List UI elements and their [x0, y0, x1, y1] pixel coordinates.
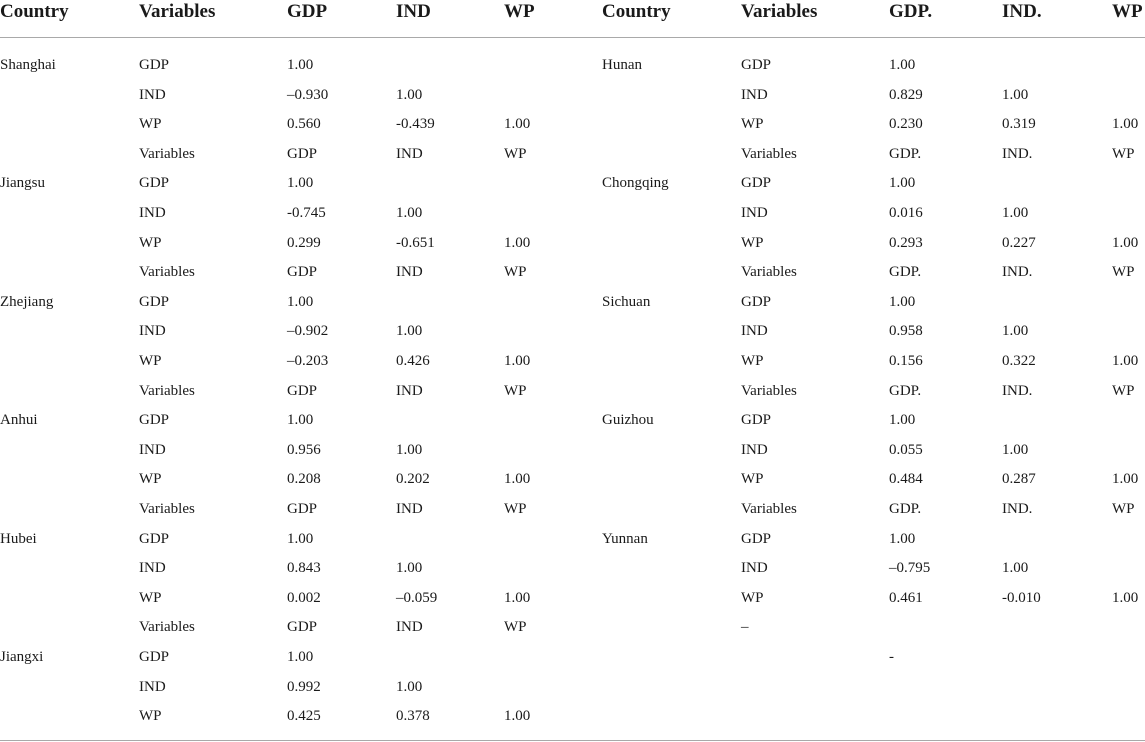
table-cell: IND	[139, 86, 166, 103]
table-cell: IND	[139, 323, 166, 340]
table-cell: WP	[741, 589, 764, 606]
table-cell: Chongqing	[602, 175, 669, 192]
header-rule	[0, 37, 1145, 38]
table-cell: IND	[741, 560, 768, 577]
table-row	[0, 583, 1145, 613]
table-cell: WP	[1112, 145, 1135, 162]
header-cell: WP	[1112, 1, 1143, 22]
table-cell: WP	[504, 501, 527, 517]
table-cell: 1.00	[1002, 205, 1029, 221]
table-cell: 0.202	[396, 471, 430, 488]
table-cell: Variables	[139, 382, 195, 399]
table-cell: 0.299	[287, 234, 321, 251]
table-cell: 1.00	[287, 293, 314, 310]
table-cell: WP	[504, 145, 527, 162]
table-row	[0, 346, 1145, 376]
bottom-rule	[0, 740, 1145, 741]
table-cell: GDP	[139, 530, 170, 547]
table-cell: IND	[396, 501, 423, 517]
table-cell: 1.00	[396, 678, 423, 695]
table-cell: Variables	[741, 501, 797, 517]
table-cell: 1.00	[1112, 353, 1139, 369]
table-cell: Shanghai	[0, 57, 56, 73]
table-row	[0, 80, 1145, 110]
table-cell: 0.958	[889, 323, 923, 340]
table-cell: GDP	[287, 382, 318, 399]
table-row	[0, 553, 1145, 583]
table-cell: IND	[741, 323, 768, 340]
table-cell: GDP	[139, 175, 170, 192]
table-cell: –0.795	[889, 560, 931, 577]
table-cell: -0.745	[287, 205, 326, 221]
table-cell: 0.016	[889, 205, 923, 221]
table-cell: 1.00	[287, 175, 314, 192]
header-cell: Country	[0, 1, 69, 22]
table-cell: -0.010	[1002, 589, 1041, 606]
table-cell: WP	[504, 264, 527, 281]
table-cell: 1.00	[504, 471, 531, 488]
table-cell: IND	[396, 264, 423, 281]
table-cell: IND.	[1002, 264, 1033, 281]
table-cell: WP	[1112, 382, 1135, 399]
table-cell: Yunnan	[602, 530, 648, 547]
table-cell: 1.00	[1002, 441, 1029, 458]
table-cell: Variables	[741, 382, 797, 399]
table-cell: -0.651	[396, 234, 435, 251]
table-cell: –0.930	[287, 86, 329, 103]
table-cell: Zhejiang	[0, 293, 54, 310]
table-cell: IND	[396, 382, 423, 399]
table-cell: 1.00	[1112, 116, 1139, 133]
table-cell: WP	[741, 471, 764, 488]
table-row	[0, 109, 1145, 139]
table-cell: WP	[1112, 501, 1135, 517]
table-cell: 0.992	[287, 678, 321, 695]
table-cell: Variables	[139, 264, 195, 281]
table-cell: Jiangsu	[0, 175, 45, 192]
table-cell: 1.00	[396, 560, 423, 577]
table-row	[0, 701, 1145, 731]
table-cell: IND	[139, 441, 166, 458]
table-cell: 0.208	[287, 471, 321, 488]
table-cell: WP	[139, 234, 162, 251]
table-row	[0, 524, 1145, 554]
table-cell: WP	[504, 382, 527, 399]
table-cell: IND.	[1002, 145, 1033, 162]
table-cell: –0.059	[396, 589, 438, 606]
table-row	[0, 198, 1145, 228]
table-row	[0, 257, 1145, 287]
table-cell: GDP	[139, 293, 170, 310]
table-cell: GDP	[741, 412, 772, 429]
table-cell: 0.484	[889, 471, 923, 488]
table-cell: Variables	[741, 264, 797, 281]
table-row	[0, 228, 1145, 258]
table-cell: WP	[1112, 264, 1135, 281]
table-cell: -	[889, 649, 894, 665]
table-row	[0, 435, 1145, 465]
table-cell: WP	[741, 234, 764, 251]
table-cell: 1.00	[889, 293, 916, 310]
table-cell: 1.00	[1002, 560, 1029, 577]
table-cell: IND.	[1002, 501, 1033, 517]
table-row	[0, 168, 1145, 198]
table-cell: IND	[139, 205, 166, 221]
table-cell: 0.322	[1002, 353, 1036, 369]
table-cell: 0.227	[1002, 234, 1036, 251]
table-cell: 1.00	[1112, 234, 1139, 251]
header-cell: Variables	[741, 1, 818, 22]
table-cell: 1.00	[1002, 86, 1029, 103]
header-cell: GDP.	[889, 1, 933, 22]
table-cell: GDP	[741, 530, 772, 547]
table-cell: 1.00	[396, 323, 423, 340]
table-cell: Variables	[139, 145, 195, 162]
table-cell: GDP	[287, 145, 318, 162]
table-row	[0, 376, 1145, 406]
table-cell: 0.426	[396, 353, 430, 369]
table-row	[0, 405, 1145, 435]
table-cell: 1.00	[1112, 471, 1139, 488]
table-cell: 0.461	[889, 589, 923, 606]
table-cell: Jiangxi	[0, 649, 44, 665]
table-cell: Anhui	[0, 412, 38, 429]
table-cell: 1.00	[889, 530, 916, 547]
table-cell: IND	[396, 619, 423, 636]
table-cell: 1.00	[396, 205, 423, 221]
table-cell: 0.287	[1002, 471, 1036, 488]
table-row	[0, 316, 1145, 346]
table-cell: 0.002	[287, 589, 321, 606]
table-cell: Variables	[741, 145, 797, 162]
table-cell: IND	[741, 205, 768, 221]
table-row	[0, 642, 1145, 672]
table-cell: 1.00	[396, 86, 423, 103]
table-cell: 1.00	[287, 530, 314, 547]
table-cell: Hunan	[602, 57, 642, 73]
table-cell: 1.00	[504, 234, 531, 251]
header-cell: IND.	[1002, 1, 1042, 22]
table-cell: -0.439	[396, 116, 435, 133]
table-cell: 0.230	[889, 116, 923, 133]
table-cell: 1.00	[889, 412, 916, 429]
table-cell: GDP	[287, 501, 318, 517]
table-cell: 0.293	[889, 234, 923, 251]
table-cell: WP	[741, 353, 764, 369]
table-header	[0, 0, 1145, 30]
table-cell: 1.00	[504, 116, 531, 133]
table-row	[0, 612, 1145, 642]
table-cell: 1.00	[504, 708, 531, 725]
table-cell: WP	[741, 116, 764, 133]
table-cell: GDP	[139, 412, 170, 429]
table-cell: –	[741, 619, 749, 636]
table-cell: 1.00	[287, 412, 314, 429]
table-cell: 0.319	[1002, 116, 1036, 133]
table-cell: WP	[139, 589, 162, 606]
table-cell: 1.00	[396, 441, 423, 458]
table-cell: 0.560	[287, 116, 321, 133]
table-cell: 0.425	[287, 708, 321, 725]
table-cell: 1.00	[504, 353, 531, 369]
table-cell: Guizhou	[602, 412, 654, 429]
table-cell: WP	[139, 353, 162, 369]
table-cell: 0.956	[287, 441, 321, 458]
table-cell: IND	[139, 560, 166, 577]
header-cell: Country	[602, 1, 671, 22]
table-cell: Variables	[139, 501, 195, 517]
table-cell: WP	[139, 471, 162, 488]
table-cell: WP	[139, 708, 162, 725]
table-row	[0, 50, 1145, 80]
table-cell: 1.00	[1002, 323, 1029, 340]
table-cell: GDP.	[889, 145, 922, 162]
table-cell: 1.00	[287, 57, 314, 73]
table-cell: –0.902	[287, 323, 329, 340]
table-cell: GDP	[139, 649, 170, 665]
table-cell: GDP	[741, 175, 772, 192]
header-cell: IND	[396, 1, 431, 22]
table-cell: GDP	[287, 264, 318, 281]
table-cell: IND	[139, 678, 166, 695]
table-cell: IND	[741, 441, 768, 458]
table-cell: –0.203	[287, 353, 329, 369]
table-cell: 0.156	[889, 353, 923, 369]
table-row	[0, 287, 1145, 317]
table-cell: GDP	[741, 293, 772, 310]
table-cell: 0.378	[396, 708, 430, 725]
table-cell: 1.00	[504, 589, 531, 606]
table-cell: GDP	[741, 57, 772, 73]
table-cell: 1.00	[287, 649, 314, 665]
table-cell: GDP.	[889, 501, 922, 517]
table-cell: 1.00	[889, 175, 916, 192]
header-cell: Variables	[139, 1, 216, 22]
header-cell: GDP	[287, 1, 328, 22]
table-cell: Variables	[139, 619, 195, 636]
table-cell: 0.055	[889, 441, 923, 458]
table-cell: GDP.	[889, 264, 922, 281]
table-cell: 1.00	[889, 57, 916, 73]
header-cell: WP	[504, 1, 535, 22]
table-cell: Hubei	[0, 530, 37, 547]
table-cell: 0.843	[287, 560, 321, 577]
table-cell: Sichuan	[602, 293, 651, 310]
table-row	[0, 464, 1145, 494]
table-cell: IND.	[1002, 382, 1033, 399]
table-cell: 0.829	[889, 86, 923, 103]
table-row	[0, 139, 1145, 169]
table-cell: WP	[139, 116, 162, 133]
table-row	[0, 494, 1145, 524]
table-cell: GDP	[287, 619, 318, 636]
table-row	[0, 672, 1145, 702]
table-cell: WP	[504, 619, 527, 636]
table-cell: 1.00	[1112, 589, 1139, 606]
table-cell: IND	[741, 86, 768, 103]
table-cell: GDP	[139, 57, 170, 73]
table-cell: IND	[396, 145, 423, 162]
table-cell: GDP.	[889, 382, 922, 399]
